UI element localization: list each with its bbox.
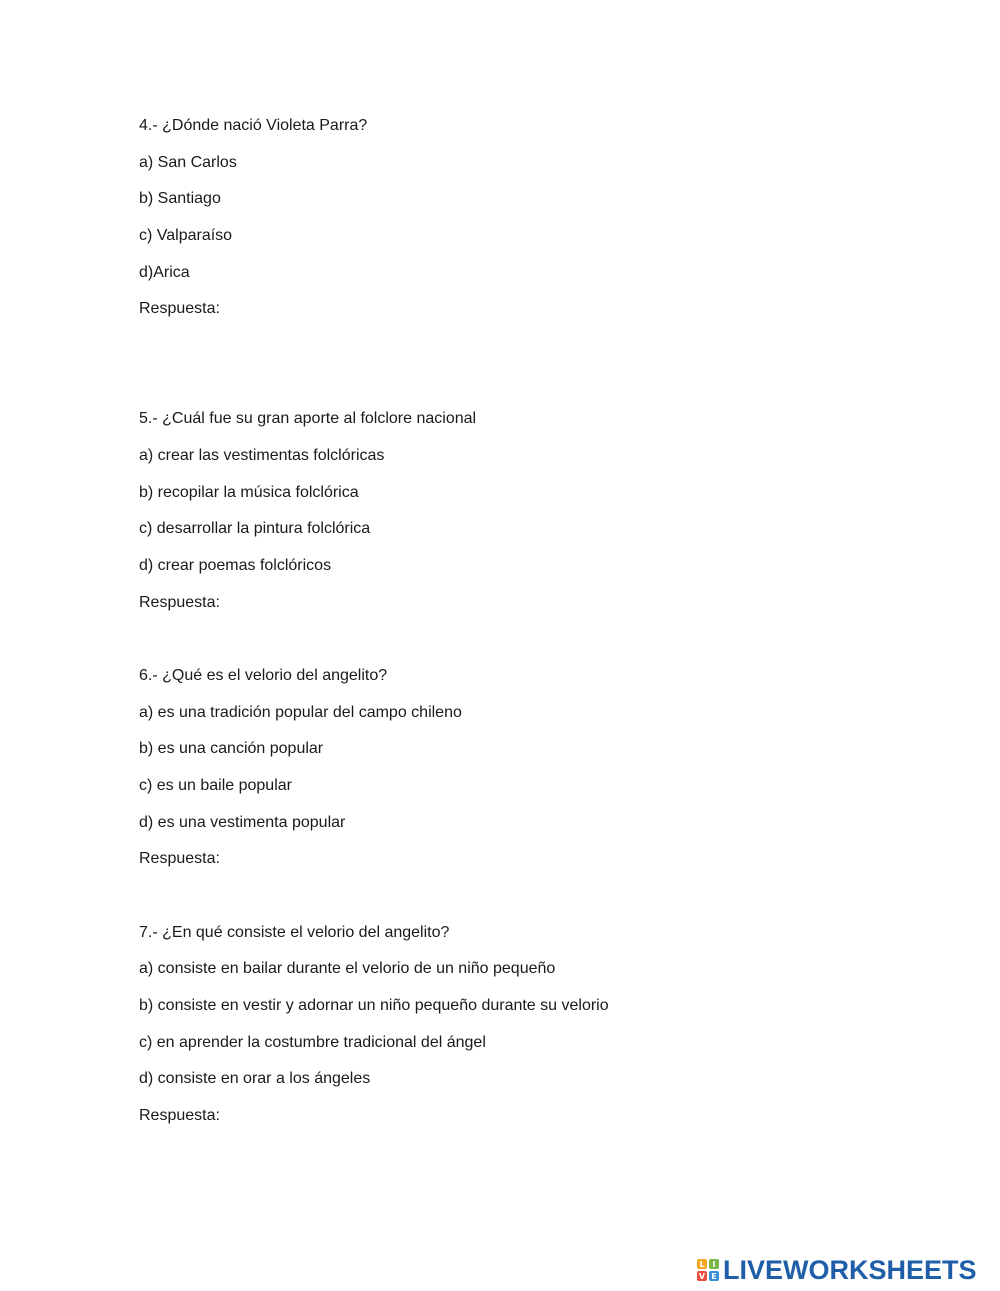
question-4-answer-label: Respuesta: xyxy=(139,300,220,317)
question-6-text: 6.- ¿Qué es el velorio del angelito? xyxy=(139,667,388,684)
question-7-option-c: c) en aprender la costumbre tradicional del ángel xyxy=(139,1034,486,1051)
question-7-text: 7.- ¿En qué consiste el velorio del angelito? xyxy=(139,924,450,941)
question-5-text: 5.- ¿Cuál fue su gran aporte al folclore nacional xyxy=(139,410,477,427)
question-6-option-d: d) es una vestimenta popular xyxy=(139,814,346,831)
question-6-option-a: a) es una tradición popular del campo chileno xyxy=(139,704,462,721)
question-7-option-b: b) consiste en vestir y adornar un niño pequeño durante su velorio xyxy=(139,997,609,1014)
question-6-option-c: c) es un baile popular xyxy=(139,777,292,794)
logo-tile-e: E xyxy=(709,1271,719,1281)
logo-tile-l: L xyxy=(697,1259,707,1269)
liveworksheets-logo-text: LIVEWORKSHEETS xyxy=(723,1254,977,1285)
question-4-option-a: a) San Carlos xyxy=(139,154,237,171)
question-5-option-b: b) recopilar la música folclórica xyxy=(139,484,359,501)
question-5-option-a: a) crear las vestimentas folclóricas xyxy=(139,447,385,464)
logo-tile-i: I xyxy=(709,1259,719,1269)
question-4-text: 4.- ¿Dónde nació Violeta Parra? xyxy=(139,117,368,134)
liveworksheets-logo xyxy=(697,1255,977,1285)
question-7-option-d: d) consiste en orar a los ángeles xyxy=(139,1070,371,1087)
question-7-option-a: a) consiste en bailar durante el velorio de un niño pequeño xyxy=(139,960,556,977)
question-5-option-c: c) desarrollar la pintura folclórica xyxy=(139,520,371,537)
question-6-option-b: b) es una canción popular xyxy=(139,740,324,757)
question-5-answer-label: Respuesta: xyxy=(139,594,220,611)
question-5-option-d: d) crear poemas folclóricos xyxy=(139,557,332,574)
question-4-option-b: b) Santiago xyxy=(139,190,221,207)
question-6-answer-label: Respuesta: xyxy=(139,850,220,867)
question-4-option-c: c) Valparaíso xyxy=(139,227,233,244)
logo-tile-v: V xyxy=(698,1271,706,1281)
liveworksheets-logo-icon xyxy=(697,1259,719,1281)
question-7-answer-label: Respuesta: xyxy=(139,1107,220,1124)
question-4-option-d: d)Arica xyxy=(139,264,190,281)
